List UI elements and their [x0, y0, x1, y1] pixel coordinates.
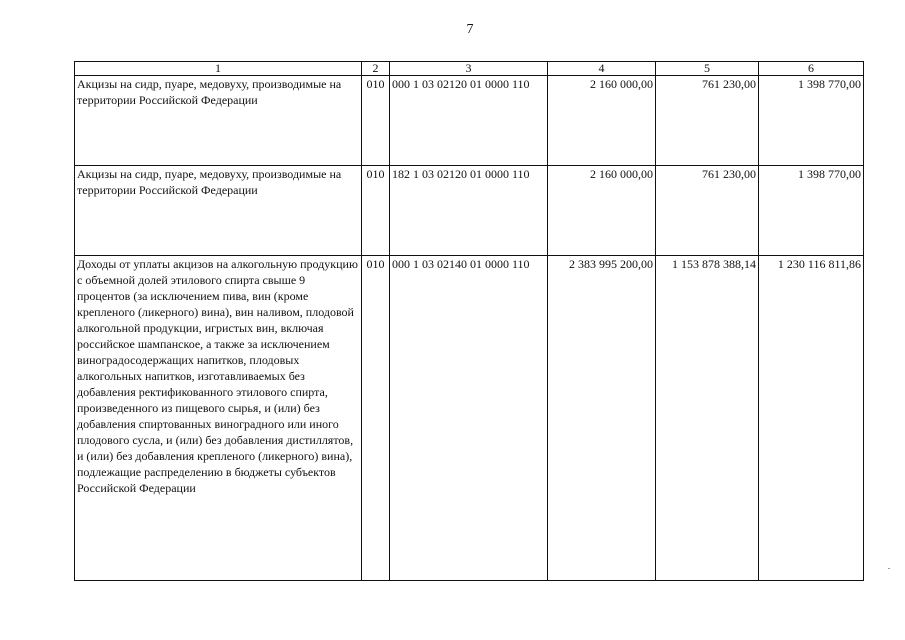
column-header-5: 5 — [656, 62, 759, 76]
income-name-cell: Акцизы на сидр, пуаре, медовуху, производимые на территории Российской Федерации — [75, 166, 362, 256]
column-header-6: 6 — [759, 62, 864, 76]
executed-amount-cell: 761 230,00 — [656, 166, 759, 256]
table-row — [75, 256, 864, 581]
executed-amount-cell: 1 153 878 388,14 — [656, 256, 759, 581]
planned-amount-cell: 2 160 000,00 — [548, 76, 656, 166]
income-name-cell: Акцизы на сидр, пуаре, медовуху, производимые на территории Российской Федерации — [75, 76, 362, 166]
remaining-amount-cell: 1 398 770,00 — [759, 166, 864, 256]
planned-amount-cell: 2 160 000,00 — [548, 166, 656, 256]
admin-code-cell: 010 — [362, 256, 390, 581]
scan-artifact — [888, 568, 890, 569]
budget-code-cell: 000 1 03 02120 01 0000 110 — [390, 76, 548, 166]
income-name-cell: Доходы от уплаты акцизов на алкогольную продукцию с объемной долей этилового спирта свыше 9 процентов (за исключением пива, вин (кроме крепленого (ликерного) вина), вин наливом, плодовой алкогольной продукции, игристых вин, включая российское шампанское, а также за исключением виноградосодержащих напитков, плодовых алкогольных напитков, изготавливаемых без добавления ректификованного этилового спирта, произведенного из пищевого сырья, и (или) без добавления спиртованных виноградного или иного плодового сусла, и (или) без добавления дистиллятов, и (или) без добавления крепленого (ликерного) вина), подлежащие распределению в бюджеты субъектов Российской Федерации — [75, 256, 362, 581]
column-header-4: 4 — [548, 62, 656, 76]
budget-code-cell: 000 1 03 02140 01 0000 110 — [390, 256, 548, 581]
admin-code-cell: 010 — [362, 76, 390, 166]
column-header-3: 3 — [390, 62, 548, 76]
column-header-2: 2 — [362, 62, 390, 76]
remaining-amount-cell: 1 398 770,00 — [759, 76, 864, 166]
table-header-row — [75, 62, 864, 76]
planned-amount-cell: 2 383 995 200,00 — [548, 256, 656, 581]
column-header-1: 1 — [75, 62, 362, 76]
budget-code-cell: 182 1 03 02120 01 0000 110 — [390, 166, 548, 256]
executed-amount-cell: 761 230,00 — [656, 76, 759, 166]
table-row — [75, 166, 864, 256]
remaining-amount-cell: 1 230 116 811,86 — [759, 256, 864, 581]
page-number: 7 — [466, 22, 474, 37]
admin-code-cell: 010 — [362, 166, 390, 256]
budget-table — [74, 61, 864, 581]
table-row — [75, 76, 864, 166]
